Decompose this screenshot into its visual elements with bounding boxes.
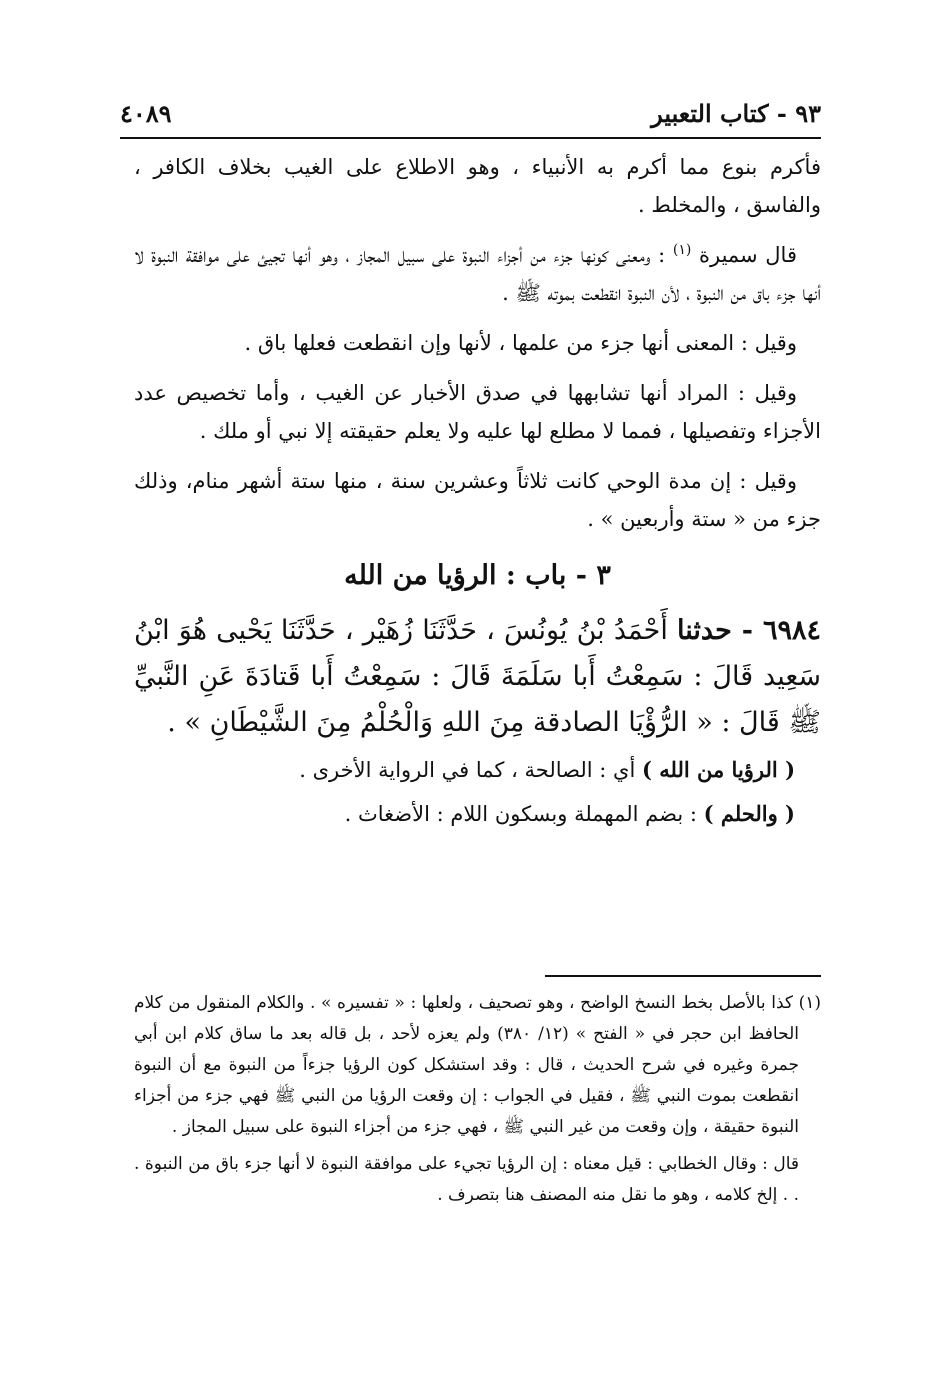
paragraph-lead: قال سميرة xyxy=(698,243,797,267)
commentary-text: أي : الصالحة ، كما في الرواية الأخرى . xyxy=(299,758,636,782)
page-number: ٤٠٨٩ xyxy=(120,99,172,128)
paragraph: فأكرم بنوع مما أكرم به الأنبياء ، وهو الاطلاع على الغيب بخلاف الكافر ، والفاسق ، والمخلط . xyxy=(134,155,821,217)
running-header xyxy=(120,88,821,128)
footnote-divider xyxy=(545,975,821,977)
footnote: (١) كذا بالأصل بخط النسخ الواضح ، وهو تصحيف ، ولعلها : « تفسيره » . والكلام المنقول من كلام الحافظ ابن حجر في « الفتح » (١٢/ ٣٨٠) ولم يعزه لأحد ، بل قاله بعد ما ساق كلام ابن أبي جمرة وغيره في شرح الحديث ، قال : وقد استشكل كون الرؤيا جزءاً من النبوة مع أن النبوة انقطعت بموت النبي ﷺ ، فقيل في الجواب : إن وقعت الرؤيا من النبي ﷺ فهي جزء من أجزاء النبوة حقيقة ، وإن وقعت من غير النبي ﷺ ، فهي جزء من أجزاء النبوة على سبيل المجاز . xyxy=(134,993,821,1137)
commentary-text: : بضم المهملة وبسكون اللام : الأضغاث . xyxy=(344,802,697,826)
chapter-heading: ٣ - باب : الرؤيا من الله xyxy=(344,560,611,591)
main-text xyxy=(134,148,821,834)
hadith-number: ٦٩٨٤ - حدثنا xyxy=(677,615,821,646)
footnote-marker[interactable]: (١) xyxy=(672,242,692,258)
footnotes xyxy=(134,988,821,1217)
hadith-text xyxy=(134,608,821,746)
paragraph: وقيل : إن مدة الوحي كانت ثلاثاً وعشرين سنة ، منها ستة أشهر منام، وذلك جزء من « ستة وأربعين » . xyxy=(134,469,821,531)
paragraph: وقيل : المعنى أنها جزء من علمها ، لأنها وإن انقطعت فعلها باق . xyxy=(244,331,797,355)
paragraph-rest: : ومعنى كونها جزء من أجزاء النبوة على سبيل المجاز ، وهو أنها تجيئ على موافقة النبوة لا أنها جزء باق من النبوة ، لأن النبوة انقطعت بموته ﷺ . xyxy=(134,243,821,305)
chapter-running-title: ٩٣ - كتاب التعبير xyxy=(651,99,821,128)
footnote-continuation: قال : وقال الخطابي : قيل معناه : إن الرؤيا تجيء على موافقة النبوة لا أنها جزء باق من النبوة . . . إلخ كلامه ، وهو ما نقل منه المصنف هنا بتصرف . xyxy=(134,1154,799,1205)
hadith-body: أَحْمَدُ بْنُ يُونُسَ ، حَدَّثَنَا زُهَيْر ، حَدَّثَنَا يَحْيى هُوَ ابْنُ سَعِيد قَالَ : سَمِعْتُ أَبا سَلَمَةَ قَالَ : سَمِعْتُ أَبا قَتادَةَ عَنِ النَّبيِّ ﷺ قَالَ : « الرُّؤْيَا الصادقة مِنَ اللهِ وَالْحُلْمُ مِنَ الشَّيْطَانِ » . xyxy=(134,615,821,738)
commentary-term: ( الرؤيا من الله ) xyxy=(642,757,795,782)
commentary-term: ( والحلم ) xyxy=(703,801,795,826)
header-divider xyxy=(120,137,821,139)
paragraph xyxy=(134,236,821,312)
commentary-line xyxy=(134,750,821,790)
paragraph: وقيل : المراد أنها تشابهها في صدق الأخبار عن الغيب ، وأما تخصيص عدد الأجزاء وتفصيلها ، فمما لا مطلع لها عليه ولا يعلم حقيقته إلا نبي أو ملك . xyxy=(134,381,821,443)
commentary-line xyxy=(134,794,821,834)
